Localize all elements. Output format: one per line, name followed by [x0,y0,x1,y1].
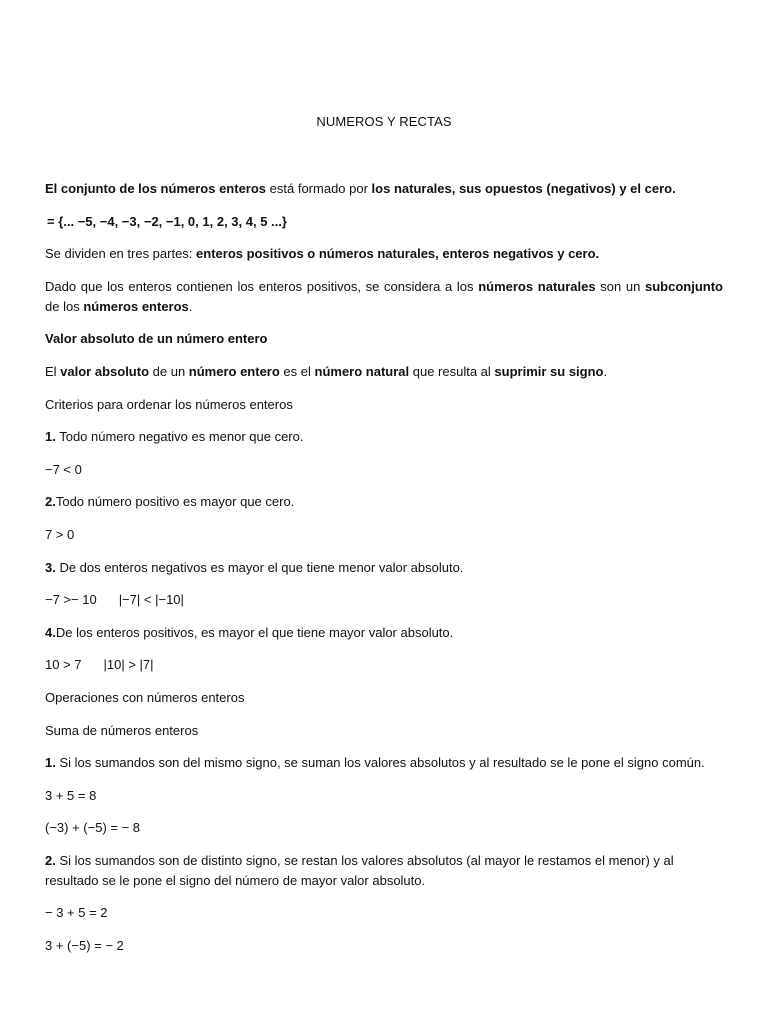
sum-example-2a: − 3 + 5 = 2 [45,905,108,921]
text: Todo número positivo es mayor que cero. [55,494,295,510]
example-3 [45,590,723,610]
item-number: 2. [45,494,56,510]
bold-text: números naturales [478,278,596,294]
page-title: NUMEROS Y RECTAS [316,114,452,129]
set-text: = {... −5, −4, −3, −2, −1, 0, 1, 2, 3, 4, 5 ...} [47,213,287,229]
paragraph-definition [45,179,723,199]
bold-text: suprimir su signo [494,363,604,379]
text: de los [45,298,84,314]
bold-text: números enteros [83,298,189,314]
text: que resulta al [409,363,495,379]
criterion-2 [45,492,723,512]
text: Se dividen en tres partes: [45,246,197,262]
text: El [45,363,61,379]
expression: |−7| < |−10| [118,592,184,608]
bold-text: subconjunto [645,278,723,294]
sum-heading: Suma de números enteros [45,722,199,738]
sum-example-1b: (−3) + (−5) = − 8 [45,820,141,836]
document-body [45,179,723,969]
item-number: 3. [45,559,56,575]
bold-text: valor absoluto [60,363,150,379]
example-4 [45,655,723,675]
text: Si los sumandos son de distinto signo, se restan los valores absolutos (al mayor le restamos el menor) y al resultado se le pone el signo del número de mayor valor absoluto. [45,852,674,888]
item-number: 2. [45,852,56,868]
text: . [603,363,608,379]
criterion-3 [45,558,723,578]
text: está formado por [266,181,372,196]
text: Dado que los enteros contienen los enteros positivos, se considera a los [45,278,479,294]
text: Todo número negativo es menor que cero. [55,429,304,445]
paragraph-subset [45,277,723,317]
expression: −7 >− 10 [45,592,97,608]
item-number: 1. [45,755,56,771]
bold-text: los naturales, sus opuestos (negativos) y el cero. [371,181,676,196]
expression: 10 > 7 [45,657,82,673]
example-1: −7 < 0 [45,461,82,477]
text: es el [279,363,315,379]
item-number: 4. [45,624,56,640]
text: de un [149,363,189,379]
set-notation [45,212,723,232]
criterion-4 [45,623,723,643]
paragraph-absolute-value [45,362,723,382]
bold-text: número entero [188,363,280,379]
heading-text: Valor absoluto de un número entero [45,331,268,347]
bold-text: El conjunto de los números enteros [45,181,267,196]
paragraph-parts [45,244,723,264]
sum-example-2b: 3 + (−5) = − 2 [45,938,124,954]
criterion-1 [45,427,723,447]
operations-heading: Operaciones con números enteros [45,689,245,705]
text: De dos enteros negativos es mayor el que tiene menor valor absoluto. [55,559,464,575]
sum-rule-1 [45,753,723,773]
criteria-heading: Criterios para ordenar los números enteros [45,396,293,412]
item-number: 1. [45,429,56,445]
sum-example-1a: 3 + 5 = 8 [45,787,97,803]
text: Si los sumandos son del mismo signo, se suman los valores absolutos y al resultado se le pone el signo común. [55,755,705,771]
example-2: 7 > 0 [45,526,75,542]
text: son un [595,278,645,294]
text: De los enteros positivos, es mayor el que tiene mayor valor absoluto. [55,624,454,640]
bold-text: enteros positivos o números naturales, enteros negativos y cero. [196,246,600,262]
text: . [188,298,193,314]
bold-text: número natural [314,363,410,379]
section-heading-absolute-value [45,329,723,349]
sum-rule-2 [45,851,723,891]
expression: |10| > |7| [103,657,154,673]
